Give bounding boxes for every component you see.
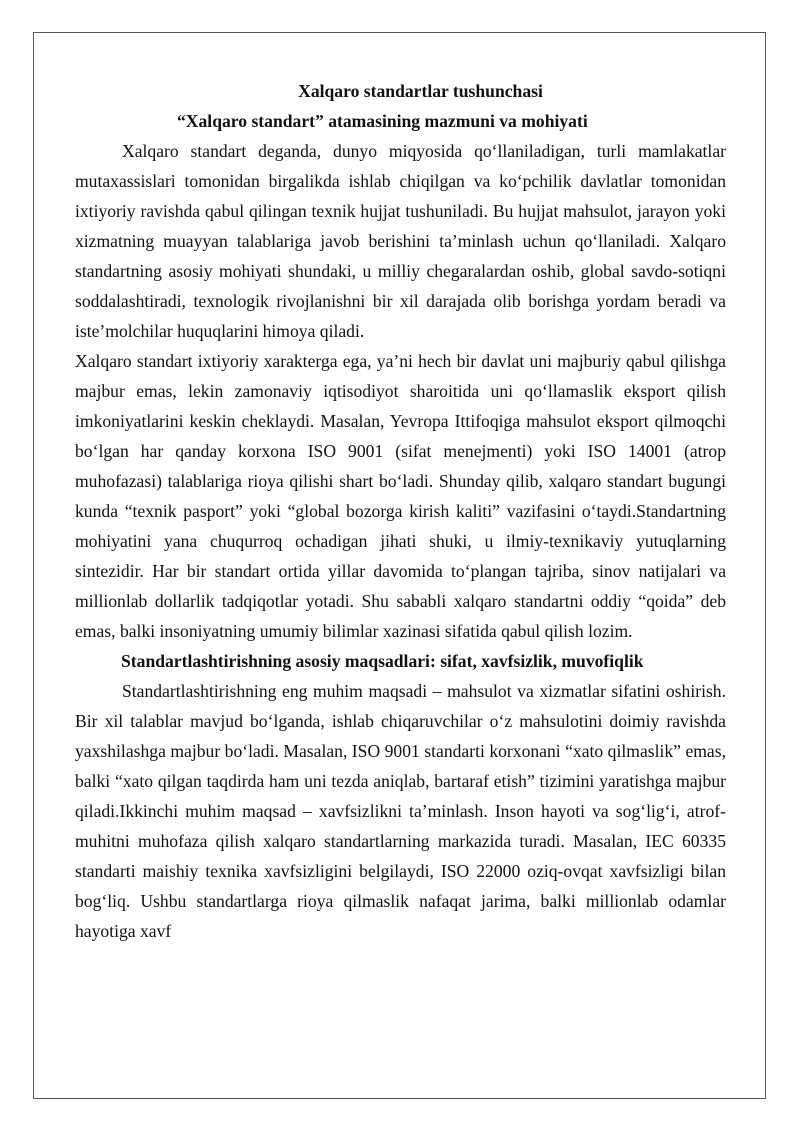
- paragraph-voluntary-nature: Xalqaro standart ixtiyoriy xarakterga ega, ya’ni hech bir davlat uni majburiy qabul qilishga majbur emas, lekin zamonaviy iqtisodiyot sharoitida uni qo‘llamaslik eksport qilish imkoniyatlarini keskin cheklaydi. Masalan, Yevropa Ittifoqiga mahsulot eksport qilmoqchi bo‘lgan har qanday korxona ISO 9001 (sifat menejmenti) yoki ISO 14001 (atrop muhofazasi) talablariga rioya qilishi shart bo‘ladi. Shunday qilib, xalqaro standart bugungi kunda “texnik pasport” yoki “global bozorga kirish kaliti” vazifasini o‘taydi.Standartning mohiyatini yana chuqurroq ochadigan jihati shuki, u ilmiy-texnikaviy yutuqlarning sintezidir. Har bir standart ortida yillar davomida to‘plangan tajriba, sinov natijalari va millionlab dollarlik tadqiqotlar yotadi. Shu sababli xalqaro standartni oddiy “qoida” deb emas, balki insoniyatning umumiy bilimlar xazinasi sifatida qabul qilish lozim.: [75, 351, 726, 641]
- document-subtitle: “Xalqaro standart” atamasining mazmuni va mohiyati: [177, 111, 588, 131]
- paragraph-definition: Xalqaro standart deganda, dunyo miqyosida qo‘llaniladigan, turli mamlakatlar mutaxassislari tomonidan birgalikda ishlab chiqilgan va ko‘pchilik davlatlar tomonidan ixtiyoriy ravishda qabul qilingan texnik hujjat tushuniladi. Bu hujjat mahsulot, jarayon yoki xizmatning muayyan talablariga javob berishini ta’minlash uchun qo‘llaniladi. Xalqaro standartning asosiy mohiyati shundaki, u milliy chegaralardan oshib, global savdo-sotiqni soddalashtiradi, texnologik rivojlanishni bir xil darajada olib borishga yordam beradi va iste’molchilar huquqlarini himoya qiladi.: [75, 141, 726, 341]
- section-heading: Standartlashtirishning asosiy maqsadlari: sifat, xavfsizlik, muvofiqlik: [121, 651, 644, 671]
- document-body: [75, 76, 726, 946]
- document-title: Xalqaro standartlar tushunchasi: [298, 81, 543, 101]
- paragraph-goals: Standartlashtirishning eng muhim maqsadi – mahsulot va xizmatlar sifatini oshirish. Bir xil talablar mavjud bo‘lganda, ishlab chiqaruvchilar o‘z mahsulotini doimiy ravishda yaxshilashga majbur bo‘ladi. Masalan, ISO 9001 standarti korxonani “xato qilmaslik” emas, balki “xato qilgan taqdirda ham uni tezda aniqlab, bartaraf etish” tizimini yaratishga majbur qiladi.Ikkinchi muhim maqsad – xavfsizlikni ta’minlash. Inson hayoti va sog‘lig‘i, atrof-muhitni muhofaza qilish xalqaro standartlarning markazida turadi. Masalan, IEC 60335 standarti maishiy texnika xavfsizligini belgilaydi, ISO 22000 oziq-ovqat xavfsizligi bilan bog‘liq. Ushbu standartlarga rioya qilmaslik nafaqat jarima, balki millionlab odamlar hayotiga xavf: [75, 681, 726, 941]
